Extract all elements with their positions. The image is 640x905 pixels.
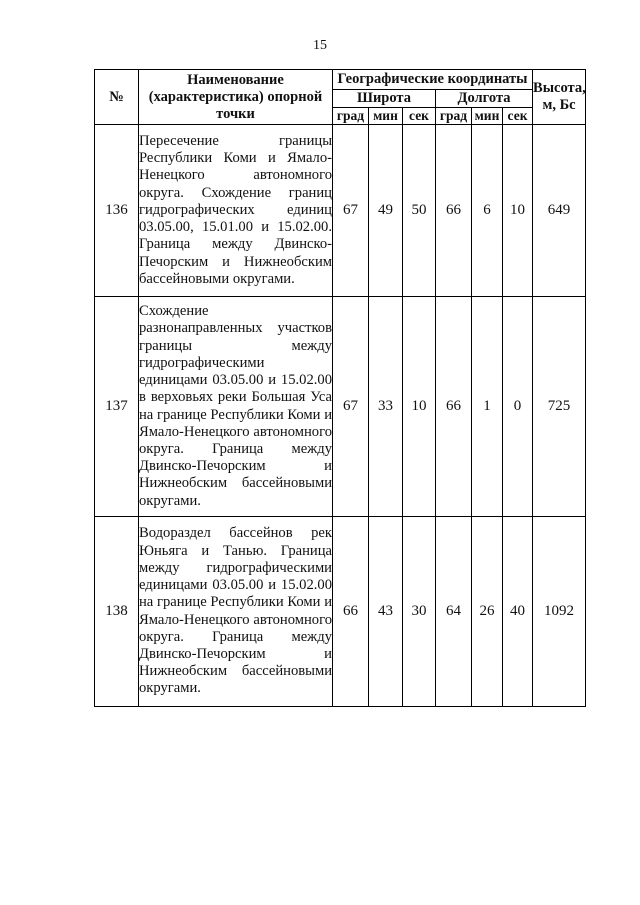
header-longitude: Долгота: [436, 90, 533, 108]
lat-degrees: 67: [333, 125, 369, 297]
lat-seconds: 50: [403, 125, 436, 297]
header-lat-degrees: град: [333, 108, 369, 125]
height-value: 1092: [533, 517, 586, 707]
point-number: 136: [95, 125, 139, 297]
lat-minutes: 33: [369, 297, 403, 517]
header-lon-minutes: мин: [472, 108, 503, 125]
lat-minutes: 49: [369, 125, 403, 297]
header-lat-minutes: мин: [369, 108, 403, 125]
reference-points-table: [94, 69, 586, 707]
height-value: 725: [533, 297, 586, 517]
point-description: Схождение разнонаправленных участков границы между гидрографическими единицами 03.05.00 и 15.02.00 в верховьях реки Большая Уса на границе Республики Коми и Ямало-Ненецкого автономного округа. Граница между Двинско-Печорским и Нижнеобским бассейновыми округами.: [139, 297, 333, 517]
lat-seconds: 30: [403, 517, 436, 707]
lat-minutes: 43: [369, 517, 403, 707]
header-geo-coordinates: Географические координаты: [333, 70, 533, 90]
table-row: [95, 517, 586, 707]
lon-seconds: 40: [503, 517, 533, 707]
point-number: 138: [95, 517, 139, 707]
lat-degrees: 66: [333, 517, 369, 707]
page-number: 15: [313, 38, 327, 53]
lat-seconds: 10: [403, 297, 436, 517]
lon-degrees: 64: [436, 517, 472, 707]
table-row: [95, 125, 586, 297]
header-lat-seconds: сек: [403, 108, 436, 125]
point-description: Пересечение границы Республики Коми и Ямало-Ненецкого автономного округа. Схождение границ гидрографических единиц 03.05.00, 15.01.00 и 15.02.00. Граница между Двинско-Печорским и Нижнеобским бассейновыми округами.: [139, 125, 333, 297]
lat-degrees: 67: [333, 297, 369, 517]
header-lon-degrees: град: [436, 108, 472, 125]
lon-minutes: 1: [472, 297, 503, 517]
point-number: 137: [95, 297, 139, 517]
header-lon-seconds: сек: [503, 108, 533, 125]
header-latitude: Широта: [333, 90, 436, 108]
table-row: [95, 297, 586, 517]
point-description: Водораздел бассейнов рек Юньяга и Танью. Граница между гидрографическими единицами 03.05.00 и 15.02.00 на границе Республики Коми и Ямало-Ненецкого автономного округа. Граница между Двинско-Печорским и Нижнеобским бассейновыми округами.: [139, 517, 333, 707]
header-height: Высота, м, Бс: [533, 70, 586, 125]
lon-minutes: 6: [472, 125, 503, 297]
lon-degrees: 66: [436, 125, 472, 297]
header-number: №: [95, 70, 139, 125]
lon-seconds: 10: [503, 125, 533, 297]
lon-minutes: 26: [472, 517, 503, 707]
lon-degrees: 66: [436, 297, 472, 517]
lon-seconds: 0: [503, 297, 533, 517]
header-point-name: Наименование (характеристика) опорной точки: [139, 70, 333, 125]
height-value: 649: [533, 125, 586, 297]
